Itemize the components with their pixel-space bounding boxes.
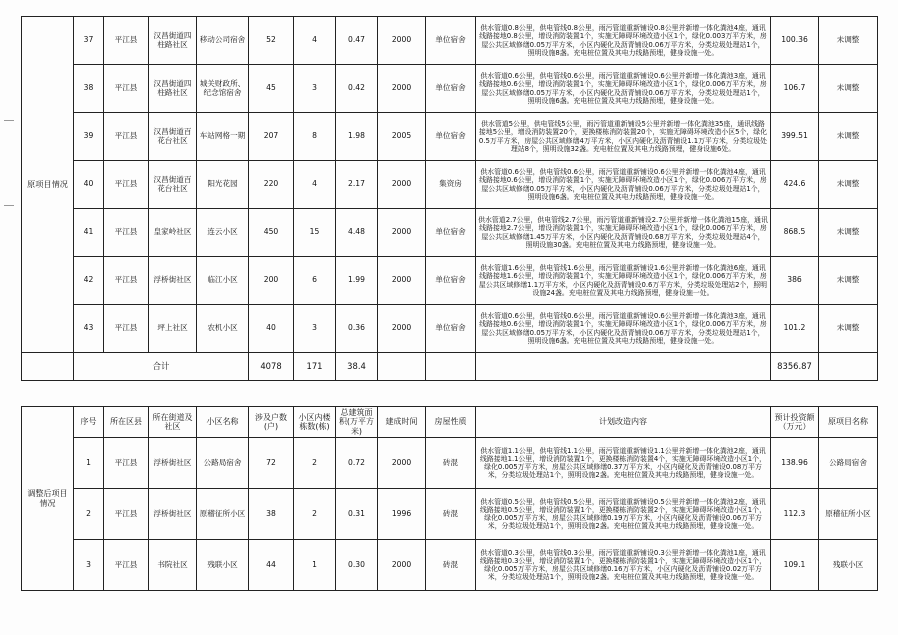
plan-text: 供水管道0.6公里，供电管线0.6公里，雨污管道重新铺设0.6公里并新增一体化粪池4座，通讯线路接地0.6公里，增设消防装置1个，实施无障碍环境改造小区1个，绿化0.006万平方米，房屋公共区域修缮0.05万平方米，小区内硬化及沥青铺设0.06万平方米，分类垃圾处理站1个，照明设施6盏。充电桩位置及其电力线路预埋，健身设施一处。: [476, 161, 771, 209]
table-row: 38 平江县 汉昌街道四柱路社区 城关财政所、纪念馆宿舍 45 3 0.42 2000 单位宿舍 供水管道0.6公里，供电管线0.6公里，雨污管道重新铺设0.6公里并新增一体化粪池3座，通讯线路接地0.6公里，增设消防装置1个，实施无障碍环境改造小区1个，绿化0.006万平方米，房屋公共区域修缮0.05万平方米，小区内硬化及沥青铺设0.06万平方米，分类垃圾处理站1个，照明设施6盏。充电桩位置及其电力线路预埋，健身设施一处。 106.7 未调整: [22, 65, 878, 113]
table-row: 40 平江县 汉昌街道百花台社区 阳光花园 220 4 2.17 2000 集资房 供水管道0.6公里，供电管线0.6公里，雨污管道重新铺设0.6公里并新增一体化粪池4座，通讯线路接地0.6公里，增设消防装置1个，实施无障碍环境改造小区1个，绿化0.006万平方米，房屋公共区域修缮0.05万平方米，小区内硬化及沥青铺设0.06万平方米，分类垃圾处理站1个，照明设施6盏。充电桩位置及其电力线路预埋，健身设施一处。 424.6 未调整: [22, 161, 878, 209]
col-header-no: 序号: [74, 407, 104, 438]
total-buildings: 171: [294, 353, 336, 381]
scan-mark: [4, 205, 14, 206]
plan-text: 供水管道1.1公里，供电管线1.1公里，雨污管道重新铺设1.1公里并新增一体化粪池2座，通讯线路接地1.1公里，增设消防装置1个，更换楼栋消防装置4个，实施无障碍环境改造小区1个，绿化0.005万平方米，房屋公共区域修缮0.37万平方米，小区内硬化及沥青铺设0.08万平方米，分类垃圾处理站1个，照明设施2盏。充电桩位置及其电力线路预埋，健身设施一处。: [476, 438, 771, 489]
plan-text: 供水管道0.3公里，供电管线0.3公里，雨污管道重新铺设0.3公里并新增一体化粪池1座，通讯线路接地0.3公里，增设消防装置1个，更换楼栋消防装置1个，实施无障碍环境改造小区1个，绿化0.005万平方米，房屋公共区域修缮0.16万平方米，小区内硬化及沥青铺设0.02万平方米，分类垃圾处理站1个，照明设施2盏。充电桩位置及其电力线路预埋，健身设施一处。: [476, 540, 771, 591]
plan-text: 供水管道2.7公里，供电管线2.7公里，雨污管道重新铺设2.7公里并新增一体化粪池15座，通讯线路接地2.7公里，增设消防装置1个，实施无障碍环境改造小区1个，绿化0.006万平方米，房屋公共区域修缮1.45万平方米，小区内硬化及沥青铺设0.68万平方米，分类垃圾处理站4个，照明设施30盏。充电桩位置及其电力线路预埋，健身设施一处。: [476, 209, 771, 257]
plan-text: 供水管道0.6公里，供电管线0.6公里，雨污管道重新铺设0.6公里并新增一体化粪池3座，通讯线路接地0.6公里，增设消防装置1个，实施无障碍环境改造小区1个，绿化0.006万平方米，房屋公共区域修缮0.05万平方米，小区内硬化及沥青铺设0.06万平方米，分类垃圾处理站1个，照明设施6盏。充电桩位置及其电力线路预埋，健身设施一处。: [476, 65, 771, 113]
total-households: 4078: [249, 353, 294, 381]
section-label-original: 原项目情况: [22, 17, 74, 353]
table-row: 39 平江县 汉昌街道百花台社区 车站网格一期 207 8 1.98 2005 单位宿舍 供水管道5公里，供电管线5公里，雨污管道重新铺设5公里并新增一体化粪池35座，通讯线路接地5公里，增设消防装置20个，更换楼栋消防装置20个，实施无障碍环境改造小区5个，绿化0.5万平方米，房屋公共区域修缮4万平方米，小区内硬化及沥青铺设1.1万平方米，分类垃圾处理站8个，照明设施32盏。充电桩位置及其电力线路预埋，健身设施6处。 399.51 未调整: [22, 113, 878, 161]
plan-text: 供水管道1.6公里，供电管线1.6公里，雨污管道重新铺设1.6公里并新增一体化粪池6座，通讯线路接地1.6公里，增设消防装置1个，实施无障碍环境改造小区1个，绿化0.006万平方米，房屋公共区域修缮1.1万平方米，小区内硬化及沥青铺设0.6万平方米，分类垃圾处理站2个，照明设施24盏。充电桩位置及其电力线路预埋，健身设施一处。: [476, 257, 771, 305]
table-row: 42 平江县 浮桥街社区 临江小区 200 6 1.99 2000 单位宿舍 供水管道1.6公里，供电管线1.6公里，雨污管道重新铺设1.6公里并新增一体化粪池6座，通讯线路接地1.6公里，增设消防装置1个，实施无障碍环境改造小区1个，绿化0.006万平方米，房屋公共区域修缮1.1万平方米，小区内硬化及沥青铺设0.6万平方米，分类垃圾处理站2个，照明设施24盏。充电桩位置及其电力线路预埋，健身设施一处。 386 未调整: [22, 257, 878, 305]
total-invest: 8356.87: [771, 353, 819, 381]
col-header-type: 房屋性质: [426, 407, 476, 438]
col-header-invest: 预计投资额（万元）: [771, 407, 819, 438]
total-label: 合计: [74, 353, 249, 381]
section-label-adjusted: 调整后项目情况: [22, 407, 74, 591]
col-header-households: 涉及户数(户): [249, 407, 294, 438]
adjusted-projects-table: [21, 406, 878, 591]
col-header-street: 所在街道及社区: [149, 407, 197, 438]
table-row: 41 平江县 皇家岭社区 连云小区 450 15 4.48 2000 单位宿舍 供水管道2.7公里，供电管线2.7公里，雨污管道重新铺设2.7公里并新增一体化粪池15座，通讯线路接地2.7公里，增设消防装置1个，实施无障碍环境改造小区1个，绿化0.006万平方米，房屋公共区域修缮1.45万平方米，小区内硬化及沥青铺设0.68万平方米，分类垃圾处理站4个，照明设施30盏。充电桩位置及其电力线路预埋，健身设施一处。 868.5 未调整: [22, 209, 878, 257]
total-area: 38.4: [336, 353, 378, 381]
table-row: 原项目情况 37 平江县 汉昌街道四柱路社区 移动公司宿舍 52 4 0.47 2000 单位宿舍 供水管道0.8公里，供电管线0.8公里，雨污管道重新铺设0.8公里并新增一体化粪池4座，通讯线路接地0.8公里，增设消防装置1个，实施无障碍环境改造小区1个，绿化0.003万平方米，房屋公共区域修缮0.05万平方米，小区内硬化及沥青铺设0.06万平方米，分类垃圾处理站1个，照明设施8盏。充电桩位置及其电力线路预埋，健身设施一处。 100.36 未调整: [22, 17, 878, 65]
total-row: [22, 353, 878, 381]
plan-text: 供水管道0.5公里，供电管线0.5公里，雨污管道重新铺设0.5公里并新增一体化粪池2座，通讯线路接地0.5公里，增设消防装置1个，更换楼栋消防装置2个，实施无障碍环境改造小区1个，绿化0.005万平方米，房屋公共区域修缮0.19万平方米，小区内硬化及沥青铺设0.06万平方米，分类垃圾处理站1个，照明设施2盏。充电桩位置及其电力线路预埋，健身设施一处。: [476, 489, 771, 540]
plan-text: 供水管道0.8公里，供电管线0.8公里，雨污管道重新铺设0.8公里并新增一体化粪池4座，通讯线路接地0.8公里，增设消防装置1个，实施无障碍环境改造小区1个，绿化0.003万平方米，房屋公共区域修缮0.05万平方米，小区内硬化及沥青铺设0.06万平方米，分类垃圾处理站1个，照明设施8盏。充电桩位置及其电力线路预埋，健身设施一处。: [476, 17, 771, 65]
original-projects-table: [21, 16, 878, 381]
col-header-area: 总建筑面积(万平方米): [336, 407, 378, 438]
table-row: 2 平江县 浮桥街社区 原稽征所小区 38 2 0.31 1996 砖混 供水管道0.5公里，供电管线0.5公里，雨污管道重新铺设0.5公里并新增一体化粪池2座，通讯线路接地0.5公里，增设消防装置1个，更换楼栋消防装置2个，实施无障碍环境改造小区1个，绿化0.005万平方米，房屋公共区域修缮0.19万平方米，小区内硬化及沥青铺设0.06万平方米，分类垃圾处理站1个，照明设施2盏。充电桩位置及其电力线路预埋，健身设施一处。 112.3 原稽征所小区: [22, 489, 878, 540]
col-header-year: 建成时间: [378, 407, 426, 438]
col-header-county: 所在区县: [104, 407, 149, 438]
col-header-name: 小区名称: [197, 407, 249, 438]
table-row: 3 平江县 书院社区 残联小区 44 1 0.30 2000 砖混 供水管道0.3公里，供电管线0.3公里，雨污管道重新铺设0.3公里并新增一体化粪池1座，通讯线路接地0.3公里，增设消防装置1个，更换楼栋消防装置1个，实施无障碍环境改造小区1个，绿化0.005万平方米，房屋公共区域修缮0.16万平方米，小区内硬化及沥青铺设0.02万平方米，分类垃圾处理站1个，照明设施2盏。充电桩位置及其电力线路预埋，健身设施一处。 109.1 残联小区: [22, 540, 878, 591]
table-row: 1 平江县 浮桥街社区 公路局宿舍 72 2 0.72 2000 砖混 供水管道1.1公里，供电管线1.1公里，雨污管道重新铺设1.1公里并新增一体化粪池2座，通讯线路接地1.1公里，增设消防装置1个，更换楼栋消防装置4个，实施无障碍环境改造小区1个，绿化0.005万平方米，房屋公共区域修缮0.37万平方米，小区内硬化及沥青铺设0.08万平方米，分类垃圾处理站1个，照明设施2盏。充电桩位置及其电力线路预埋，健身设施一处。 138.96 公路局宿舍: [22, 438, 878, 489]
plan-text: 供水管道0.6公里，供电管线0.6公里，雨污管道重新铺设0.6公里并新增一体化粪池3座，通讯线路接地0.6公里，增设消防装置1个，实施无障碍环境改造小区1个，绿化0.006万平方米，房屋公共区域修缮0.05万平方米，小区内硬化及沥青铺设0.06万平方米，分类垃圾处理站1个，照明设施6盏。充电桩位置及其电力线路预埋，健身设施一处。: [476, 305, 771, 353]
header-row: [22, 407, 878, 438]
col-header-buildings: 小区内楼栋数(栋): [294, 407, 336, 438]
col-header-orig-name: 原项目名称: [819, 407, 878, 438]
table-row: 43 平江县 坪上社区 农机小区 40 3 0.36 2000 单位宿舍 供水管道0.6公里，供电管线0.6公里，雨污管道重新铺设0.6公里并新增一体化粪池3座，通讯线路接地0.6公里，增设消防装置1个，实施无障碍环境改造小区1个，绿化0.006万平方米，房屋公共区域修缮0.05万平方米，小区内硬化及沥青铺设0.06万平方米，分类垃圾处理站1个，照明设施6盏。充电桩位置及其电力线路预埋，健身设施一处。 101.2 未调整: [22, 305, 878, 353]
scan-mark: [4, 120, 14, 121]
col-header-plan: 计划改造内容: [476, 407, 771, 438]
plan-text: 供水管道5公里，供电管线5公里，雨污管道重新铺设5公里并新增一体化粪池35座，通讯线路接地5公里，增设消防装置20个，更换楼栋消防装置20个，实施无障碍环境改造小区5个，绿化0.5万平方米，房屋公共区域修缮4万平方米，小区内硬化及沥青铺设1.1万平方米，分类垃圾处理站8个，照明设施32盏。充电桩位置及其电力线路预埋，健身设施6处。: [476, 113, 771, 161]
